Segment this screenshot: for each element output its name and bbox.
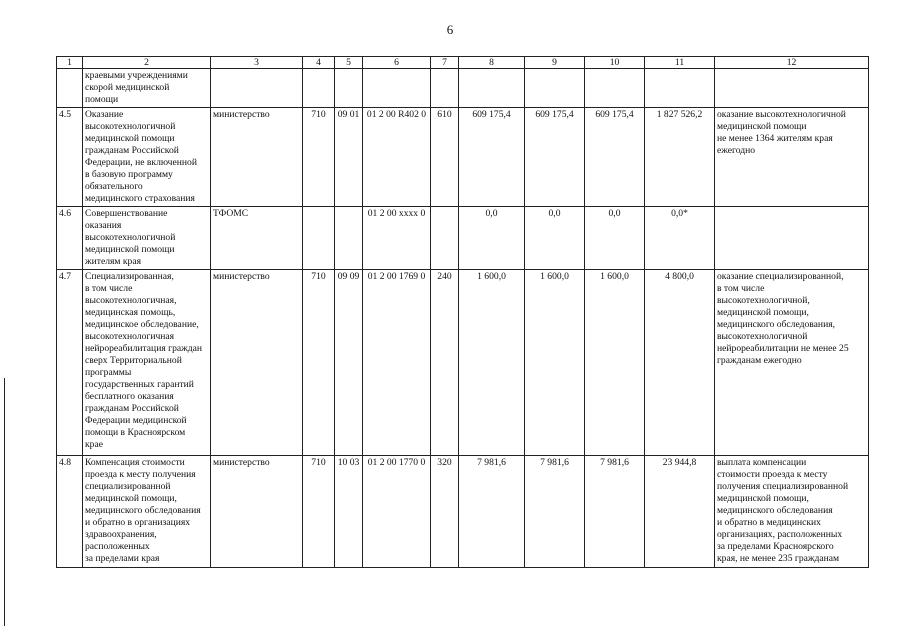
cell-target-article: 01 2 00 1770 0	[363, 456, 431, 568]
header-cell: 2	[83, 57, 211, 69]
cell-executor	[211, 69, 303, 108]
cell-section: 10 03	[335, 456, 363, 568]
cell-result	[715, 69, 869, 108]
cell-result: оказание специализированной, в том числе высокотехнологичной, медицинской помощи, медицинского обследования, высокотехнологичной нейрореабилитации не менее 25 гражданам ежегодно	[715, 270, 869, 456]
cell-target-article: 01 2 00 1769 0	[363, 270, 431, 456]
cell-number: 4.7	[57, 270, 83, 456]
cell-year3: 1 600,0	[585, 270, 645, 456]
cell-grbs	[303, 69, 335, 108]
page-number: 6	[446, 22, 454, 37]
table-row	[57, 270, 869, 456]
margin-line	[4, 378, 5, 626]
cell-target-article: 01 2 00 R402 0	[363, 108, 431, 207]
header-cell: 11	[645, 57, 715, 69]
header-cell: 8	[459, 57, 525, 69]
cell-year2: 609 175,4	[525, 108, 585, 207]
header-cell: 3	[211, 57, 303, 69]
cell-section	[335, 207, 363, 270]
header-row	[57, 57, 869, 69]
cell-year3: 609 175,4	[585, 108, 645, 207]
cell-expense-type: 240	[431, 270, 459, 456]
cell-year1: 609 175,4	[459, 108, 525, 207]
cell-year3: 0,0	[585, 207, 645, 270]
cell-result: выплата компенсации стоимости проезда к месту получения специализированной медицинской помощи, медицинского обследования и обратно в медицинских организациях, расположенных за пределами Красноярского края, не менее 235 гражданам	[715, 456, 869, 568]
cell-year3	[585, 69, 645, 108]
cell-expense-type: 320	[431, 456, 459, 568]
cell-total: 4 800,0	[645, 270, 715, 456]
cell-total: 23 944,8	[645, 456, 715, 568]
cell-number: 4.6	[57, 207, 83, 270]
cell-section: 09 01	[335, 108, 363, 207]
cell-total: 0,0*	[645, 207, 715, 270]
cell-total	[645, 69, 715, 108]
table-row	[57, 108, 869, 207]
cell-expense-type	[431, 207, 459, 270]
cell-expense-type	[431, 69, 459, 108]
cell-target-article: 01 2 00 xxxx 0	[363, 207, 431, 270]
cell-description: Совершенствование оказания высокотехнологичной медицинской помощи жителям края	[83, 207, 211, 270]
header-cell: 10	[585, 57, 645, 69]
cell-year1: 7 981,6	[459, 456, 525, 568]
cell-total: 1 827 526,2	[645, 108, 715, 207]
cell-executor: министерство	[211, 108, 303, 207]
cell-executor: ТФОМС	[211, 207, 303, 270]
cell-description: Специализированная, в том числе высокотехнологичная, медицинская помощь, медицинское обследование, высокотехнологичная нейрореабилитация граждан сверх Территориальной программы государственных гарантий бесплатного оказания гражданам Российской Федерации медицинской помощи в Красноярском крае	[83, 270, 211, 456]
cell-year1: 1 600,0	[459, 270, 525, 456]
cell-year1	[459, 69, 525, 108]
cell-grbs: 710	[303, 456, 335, 568]
cell-description: Оказание высокотехнологичной медицинской помощи гражданам Российской Федерации, не включенной в базовую программу обязательного медицинского страхования	[83, 108, 211, 207]
cell-year2: 1 600,0	[525, 270, 585, 456]
cell-year1: 0,0	[459, 207, 525, 270]
header-cell: 6	[363, 57, 431, 69]
cell-year3: 7 981,6	[585, 456, 645, 568]
cell-grbs: 710	[303, 108, 335, 207]
cell-section: 09 09	[335, 270, 363, 456]
table-row	[57, 207, 869, 270]
cell-year2	[525, 69, 585, 108]
header-cell: 9	[525, 57, 585, 69]
cell-grbs	[303, 207, 335, 270]
cell-description: краевыми учреждениями скорой медицинской помощи	[83, 69, 211, 108]
cell-target-article	[363, 69, 431, 108]
cell-year2: 7 981,6	[525, 456, 585, 568]
table-row-continuation	[57, 69, 869, 108]
cell-number: 4.8	[57, 456, 83, 568]
cell-grbs: 710	[303, 270, 335, 456]
header-cell: 12	[715, 57, 869, 69]
program-table	[56, 56, 869, 568]
header-cell: 4	[303, 57, 335, 69]
header-cell: 1	[57, 57, 83, 69]
cell-description: Компенсация стоимости проезда к месту получения специализированной медицинской помощи, медицинского обследования и обратно в организациях здравоохранения, расположенных за пределами края	[83, 456, 211, 568]
cell-result	[715, 207, 869, 270]
header-cell: 5	[335, 57, 363, 69]
header-cell: 7	[431, 57, 459, 69]
cell-section	[335, 69, 363, 108]
table-row	[57, 456, 869, 568]
cell-expense-type: 610	[431, 108, 459, 207]
cell-executor: министерство	[211, 270, 303, 456]
cell-number	[57, 69, 83, 108]
cell-result: оказание высокотехнологичной медицинской помощи не менее 1364 жителям края ежегодно	[715, 108, 869, 207]
cell-number: 4.5	[57, 108, 83, 207]
cell-executor: министерство	[211, 456, 303, 568]
cell-year2: 0,0	[525, 207, 585, 270]
